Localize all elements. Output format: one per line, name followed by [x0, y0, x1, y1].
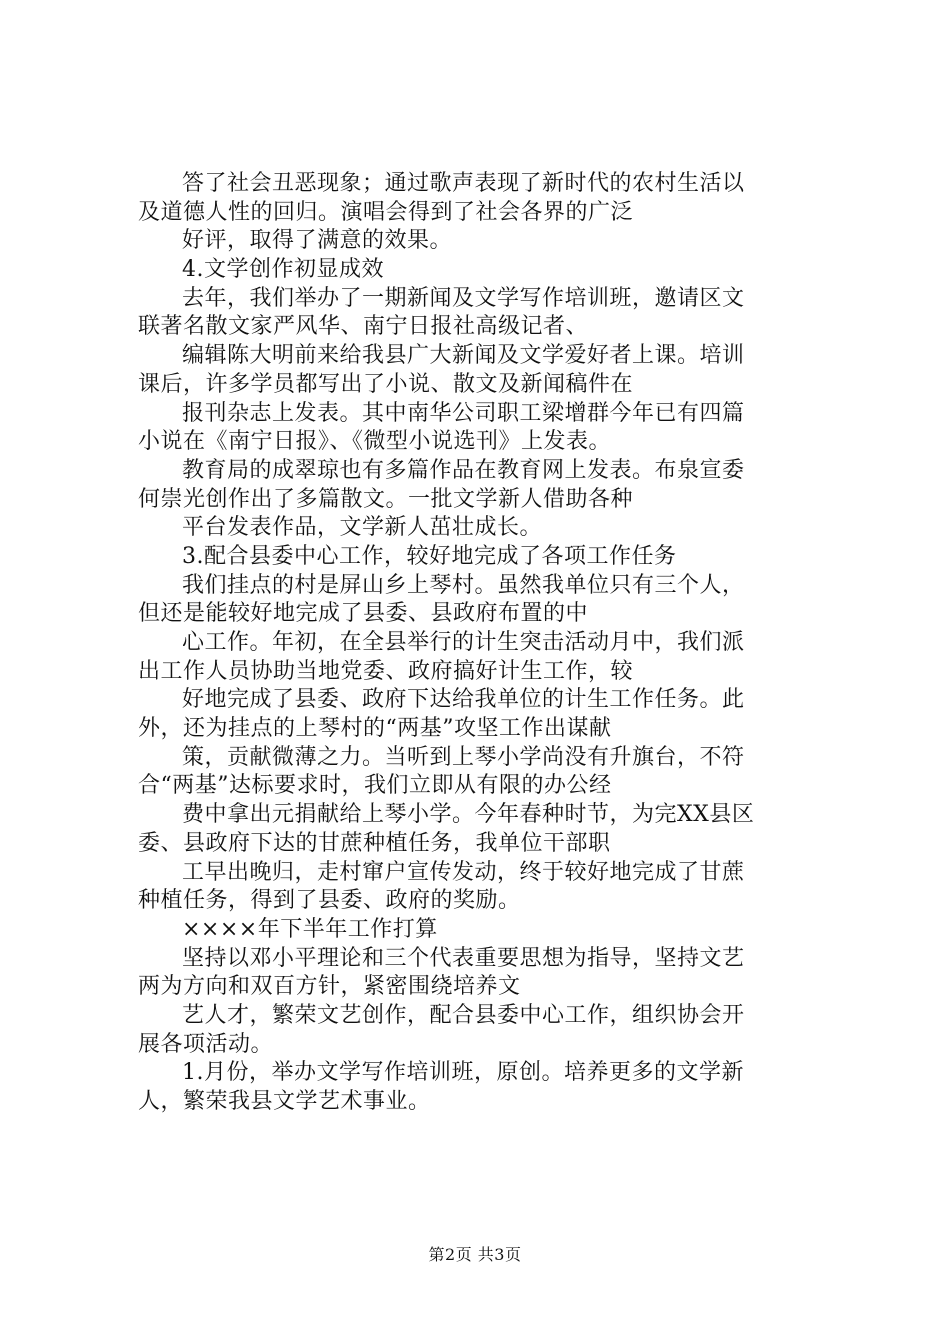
text-line: 合“两基”达标要求时，我们立即从有限的办公经 — [138, 773, 612, 799]
paragraph — [0, 686, 950, 743]
text-line: 编辑陈大明前来给我县广大新闻及文学爱好者上课。培训 — [182, 343, 745, 369]
text-line: 费中拿出元捐献给上琴小学。今年春种时节，为完XX县区 — [182, 802, 755, 828]
text-line: 人，繁荣我县文学艺术事业。 — [138, 1089, 431, 1114]
paragraph — [0, 1002, 950, 1059]
text-line: 外，还为挂点的上琴村的“两基”攻坚工作出谋献 — [138, 716, 612, 742]
text-line: 课后，许多学员都写出了小说、散文及新闻稿件在 — [138, 371, 634, 397]
text-line: 坚持以邓小平理论和三个代表重要思想为指导，坚持文艺 — [182, 945, 745, 971]
text-line: 3.配合县委中心工作，较好地完成了各项工作任务 — [182, 543, 677, 569]
text-line: 4.文学创作初显成效 — [182, 257, 384, 283]
paragraph — [0, 227, 950, 256]
text-line: 出工作人员协助当地党委、政府搞好计生工作，较 — [138, 658, 634, 684]
paragraph — [0, 916, 950, 945]
text-line: 好评，取得了满意的效果。 — [182, 228, 453, 254]
text-line: 展各项活动。 — [138, 1031, 274, 1057]
text-line: 教育局的成翠琼也有多篇作品在教育网上发表。布泉宣委 — [182, 457, 745, 483]
paragraph — [0, 514, 950, 543]
text-line: 小说在《南宁日报》、《微型小说选刊》上发表。 — [138, 429, 612, 455]
paragraph — [0, 170, 950, 227]
text-line: 去年，我们举办了一期新闻及文学写作培训班，邀请区文 — [182, 285, 745, 311]
paragraph — [0, 342, 950, 399]
paragraph — [0, 256, 950, 285]
text-line: 平台发表作品，文学新人茁壮成长。 — [182, 515, 543, 541]
text-line: 两为方向和双百方针，紧密围绕培养文 — [138, 974, 521, 1000]
text-line: 联著名散文家严风华、南宁日报社高级记者、 — [138, 314, 589, 340]
paragraph — [0, 744, 950, 801]
text-line: 及道德人性的回归。演唱会得到了社会各界的广泛 — [138, 199, 634, 225]
text-line: 艺人才，繁荣文艺创作，配合县委中心工作，组织协会开 — [182, 1002, 745, 1028]
text-line: 1.月份，举办文学写作培训班，原创。培养更多的文学新 — [182, 1060, 744, 1086]
text-line: 工早出晚归，走村窜户宣传发动，终于较好地完成了甘蔗 — [182, 859, 745, 885]
text-line: 何崇光创作出了多篇散文。一批文学新人借助各种 — [138, 486, 634, 512]
text-line: 报刊杂志上发表。其中南华公司职工梁增群今年已有四篇 — [182, 400, 745, 426]
paragraph — [0, 801, 950, 858]
paragraph — [0, 285, 950, 342]
text-line: 但还是能较好地完成了县委、县政府布置的中 — [138, 601, 589, 627]
text-line: ××××年下半年工作打算 — [182, 916, 438, 942]
text-line: 心工作。年初，在全县举行的计生突击活动月中，我们派 — [182, 630, 745, 655]
text-line: 种植任务，得到了县委、政府的奖励。 — [138, 888, 521, 914]
paragraph — [0, 1059, 950, 1116]
text-line: 答了社会丑恶现象；通过歌声表现了新时代的农村生活以 — [182, 171, 745, 196]
page-footer: 第2页 共3页 — [428, 1245, 522, 1264]
paragraph — [0, 945, 950, 1002]
paragraph — [0, 859, 950, 916]
text-line: 委、县政府下达的甘蔗种植任务，我单位干部职 — [138, 830, 611, 856]
paragraph — [0, 629, 950, 686]
paragraph — [0, 543, 950, 572]
text-line: 好地完成了县委、政府下达给我单位的计生工作任务。此 — [182, 687, 745, 713]
paragraph — [0, 400, 950, 457]
text-line: 策，贡献微薄之力。当听到上琴小学尚没有升旗台，不符 — [182, 744, 745, 770]
text-line: 我们挂点的村是屏山乡上琴村。虽然我单位只有三个人， — [182, 572, 745, 598]
paragraph — [0, 572, 950, 629]
paragraph — [0, 457, 950, 514]
document-body — [0, 170, 950, 1117]
